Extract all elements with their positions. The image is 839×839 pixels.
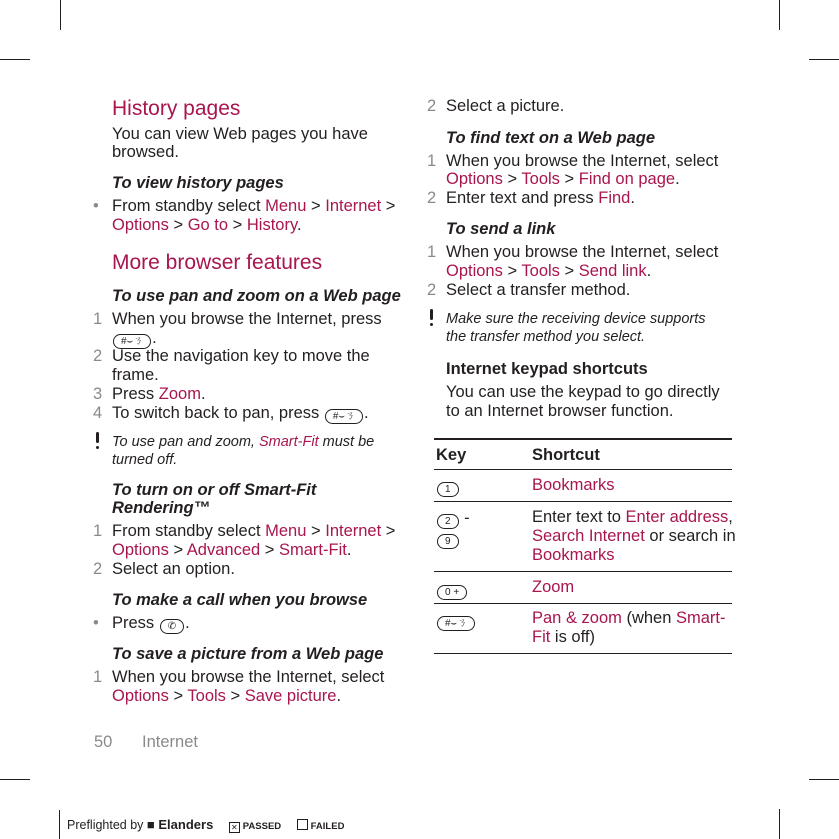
text: . — [336, 687, 342, 705]
menu-reference: Options — [112, 541, 169, 559]
text-line — [93, 614, 190, 634]
note-text — [446, 310, 706, 329]
text: When you browse the Internet, select — [446, 243, 719, 261]
menu-reference: Smart-Fit — [258, 434, 319, 450]
crop-mark — [60, 0, 61, 30]
text: You can use the keypad to go directly — [446, 383, 720, 401]
menu-reference: Tools — [521, 170, 560, 188]
crop-mark — [779, 809, 780, 839]
text-line — [427, 189, 635, 208]
failed-checkbox — [297, 819, 308, 830]
text: Key — [436, 446, 467, 464]
passed-checkbox: ✕ — [229, 822, 240, 833]
text-line — [427, 281, 631, 300]
text: or search in — [644, 527, 736, 545]
menu-reference: Pan & zoom — [532, 609, 622, 627]
text-line — [446, 383, 720, 402]
crop-mark — [779, 0, 780, 30]
menu-reference: Go to — [187, 216, 229, 234]
table-bottom-rule — [434, 653, 732, 654]
menu-reference: Options — [446, 262, 503, 280]
text: > — [260, 541, 279, 559]
text: > — [306, 522, 326, 540]
menu-reference: Find — [598, 189, 631, 207]
text-line — [436, 509, 470, 529]
text: frame. — [112, 366, 159, 384]
text: . — [152, 329, 157, 347]
text-line — [446, 262, 651, 281]
menu-reference: Internet — [325, 522, 382, 540]
text: > — [168, 541, 187, 559]
call-key-icon: ✆ — [160, 619, 184, 634]
text-line — [93, 522, 396, 541]
subheading — [112, 645, 383, 664]
crop-mark — [809, 779, 839, 780]
#-key-icon: #⌣ㄋ — [113, 334, 151, 349]
menu-reference: History — [246, 216, 297, 234]
text: . — [185, 614, 190, 632]
menu-reference: Zoom — [532, 578, 575, 596]
text-line — [93, 668, 385, 687]
step-number: 2 — [427, 97, 437, 115]
text-line — [436, 529, 460, 549]
text-line — [436, 446, 466, 465]
note-text — [446, 328, 645, 347]
text: > — [168, 216, 188, 234]
text: Rendering™ — [112, 499, 211, 517]
text: > — [381, 197, 396, 215]
subheading — [112, 591, 367, 610]
text: To send a link — [446, 220, 556, 238]
text: > — [502, 262, 522, 280]
text-line — [93, 310, 382, 329]
text: To use pan and zoom on a Web page — [112, 287, 401, 305]
text-line — [532, 609, 726, 628]
step-number: 2 — [427, 281, 437, 299]
page-number: 50 — [94, 733, 113, 751]
text: > — [559, 262, 579, 280]
step-number: 2 — [93, 347, 103, 365]
note-text — [112, 451, 177, 470]
text: is off) — [550, 628, 595, 646]
text: To make a call when you browse — [112, 591, 368, 609]
text-line — [112, 366, 159, 385]
table-divider — [434, 571, 732, 572]
text: Select an option. — [112, 560, 235, 578]
text: Use the navigation key to move the — [112, 347, 370, 365]
text-line — [112, 216, 302, 235]
text: > — [502, 170, 522, 188]
subheading — [112, 174, 284, 193]
step-number: 2 — [93, 560, 103, 578]
text: From standby select — [112, 522, 266, 540]
text: > — [228, 216, 247, 234]
key-1-icon: 1 — [437, 482, 459, 497]
#-key-icon: #⌣ㄋ — [437, 616, 475, 631]
subheading — [112, 481, 316, 500]
text: Press — [112, 614, 159, 632]
text: Press — [112, 385, 159, 403]
text: > — [381, 522, 396, 540]
step-number: 1 — [427, 152, 437, 170]
subheading — [446, 220, 555, 239]
text-line — [446, 360, 648, 379]
text-line — [532, 508, 733, 527]
menu-reference: Zoom — [158, 385, 201, 403]
menu-reference: Options — [112, 216, 169, 234]
text-line — [446, 170, 680, 189]
subheading — [112, 499, 210, 518]
text: . — [646, 262, 652, 280]
menu-reference: Fit — [532, 628, 551, 646]
text-line — [532, 578, 574, 597]
text-line — [93, 560, 235, 579]
text: When you browse the Internet, select — [446, 152, 719, 170]
text: To find text on a Web page — [446, 129, 656, 147]
table-divider — [434, 603, 732, 604]
text: You can view Web pages you have — [112, 125, 368, 143]
text: To view history pages — [112, 174, 284, 192]
text: Enter text to — [532, 508, 626, 526]
text-line — [112, 143, 179, 162]
#-key-icon: #⌣ㄋ — [325, 409, 363, 424]
step-number: 1 — [427, 243, 437, 261]
step-number: 1 — [93, 668, 103, 686]
table-divider — [434, 469, 732, 470]
menu-reference: Send link — [578, 262, 647, 280]
menu-reference: Bookmarks — [532, 546, 615, 564]
note-text — [112, 433, 374, 452]
text: . — [675, 170, 680, 188]
menu-reference: Options — [446, 170, 503, 188]
text-line — [532, 476, 615, 495]
text-line — [436, 477, 460, 497]
text: Shortcut — [532, 446, 600, 464]
text: History pages — [112, 97, 241, 120]
failed-label: FAILED — [310, 821, 345, 832]
elanders-logo: ■ Elanders — [146, 817, 214, 832]
text: Internet keypad shortcuts — [446, 360, 648, 378]
text: . — [200, 385, 206, 403]
warning-icon — [430, 309, 434, 328]
menu-reference: Options — [112, 687, 169, 705]
text: . — [296, 216, 302, 234]
menu-reference: Tools — [521, 262, 560, 280]
text: > — [306, 197, 326, 215]
text: When you browse the Internet, press — [112, 310, 382, 328]
text-line — [93, 197, 396, 216]
crop-mark — [0, 59, 30, 60]
menu-reference: Smart-Fit — [278, 541, 347, 559]
text: Enter text and press — [446, 189, 599, 207]
preflight-label: Preflighted by — [67, 818, 144, 832]
text-line — [427, 243, 719, 262]
text: > — [559, 170, 579, 188]
text: More browser features — [112, 251, 323, 274]
menu-reference: Advanced — [186, 541, 261, 559]
text: When you browse the Internet, select — [112, 668, 385, 686]
text-line — [93, 404, 369, 424]
crop-mark — [0, 779, 30, 780]
text-line — [532, 628, 595, 647]
text: (when — [621, 609, 676, 627]
text: > — [225, 687, 245, 705]
text: the transfer method you select. — [446, 329, 646, 345]
text-line — [436, 611, 476, 631]
key-0-icon: 0 + — [437, 585, 467, 600]
text-line — [532, 527, 736, 546]
menu-reference: Tools — [187, 687, 226, 705]
text-line — [427, 97, 565, 116]
text: Select a picture. — [446, 97, 565, 115]
text-line — [93, 347, 370, 366]
section-heading — [112, 251, 322, 275]
text: - — [459, 509, 470, 527]
warning-icon — [96, 432, 100, 451]
crop-mark — [59, 810, 60, 839]
text: From standby select — [112, 197, 266, 215]
text-line — [112, 541, 351, 560]
step-number: 4 — [93, 404, 103, 422]
text: , — [728, 508, 733, 526]
text-line — [436, 580, 468, 600]
text-line — [93, 385, 206, 404]
bullet: • — [93, 614, 99, 632]
section-heading — [112, 97, 240, 121]
menu-reference: Menu — [265, 522, 307, 540]
text: Select a transfer method. — [446, 281, 631, 299]
menu-reference: Find on page — [578, 170, 676, 188]
key-2-icon: 2 — [437, 514, 459, 529]
menu-reference: Bookmarks — [532, 476, 615, 494]
key-9-icon: 9 — [437, 534, 459, 549]
text-line — [112, 687, 341, 706]
subheading — [112, 287, 401, 306]
text: turned off. — [112, 452, 178, 468]
step-number: 1 — [93, 522, 103, 540]
footer-section: Internet — [142, 733, 198, 751]
text: . — [346, 541, 352, 559]
text: . — [364, 404, 369, 422]
text: To save a picture from a Web page — [112, 645, 384, 663]
step-number: 1 — [93, 310, 103, 328]
text: browsed. — [112, 143, 179, 161]
text: To use pan and zoom, — [112, 434, 259, 450]
step-number: 2 — [427, 189, 437, 207]
step-number: 3 — [93, 385, 103, 403]
text: . — [630, 189, 635, 207]
text: Make sure the receiving device supports — [446, 311, 706, 327]
menu-reference: Search Internet — [532, 527, 645, 545]
text: To turn on or off Smart-Fit — [112, 481, 317, 499]
table-divider — [434, 501, 732, 502]
menu-reference: Smart- — [676, 609, 726, 627]
preflight-stamp — [67, 817, 344, 833]
text-line — [532, 546, 615, 565]
subheading — [446, 129, 655, 148]
text-line — [427, 152, 719, 171]
text: > — [168, 687, 188, 705]
menu-reference: Menu — [265, 197, 307, 215]
text-line — [532, 446, 600, 465]
text-line — [446, 402, 673, 421]
menu-reference: Internet — [325, 197, 382, 215]
menu-reference: Save picture — [244, 687, 337, 705]
text: To switch back to pan, press — [112, 404, 324, 422]
crop-mark — [809, 59, 839, 60]
text: to an Internet browser function. — [446, 402, 674, 420]
bullet: • — [93, 197, 99, 215]
table-top-rule — [434, 438, 732, 440]
menu-reference: Enter address — [625, 508, 729, 526]
passed-label: PASSED — [242, 821, 282, 832]
text-line — [112, 125, 368, 144]
text-line — [112, 329, 157, 349]
text: must be — [318, 434, 375, 450]
